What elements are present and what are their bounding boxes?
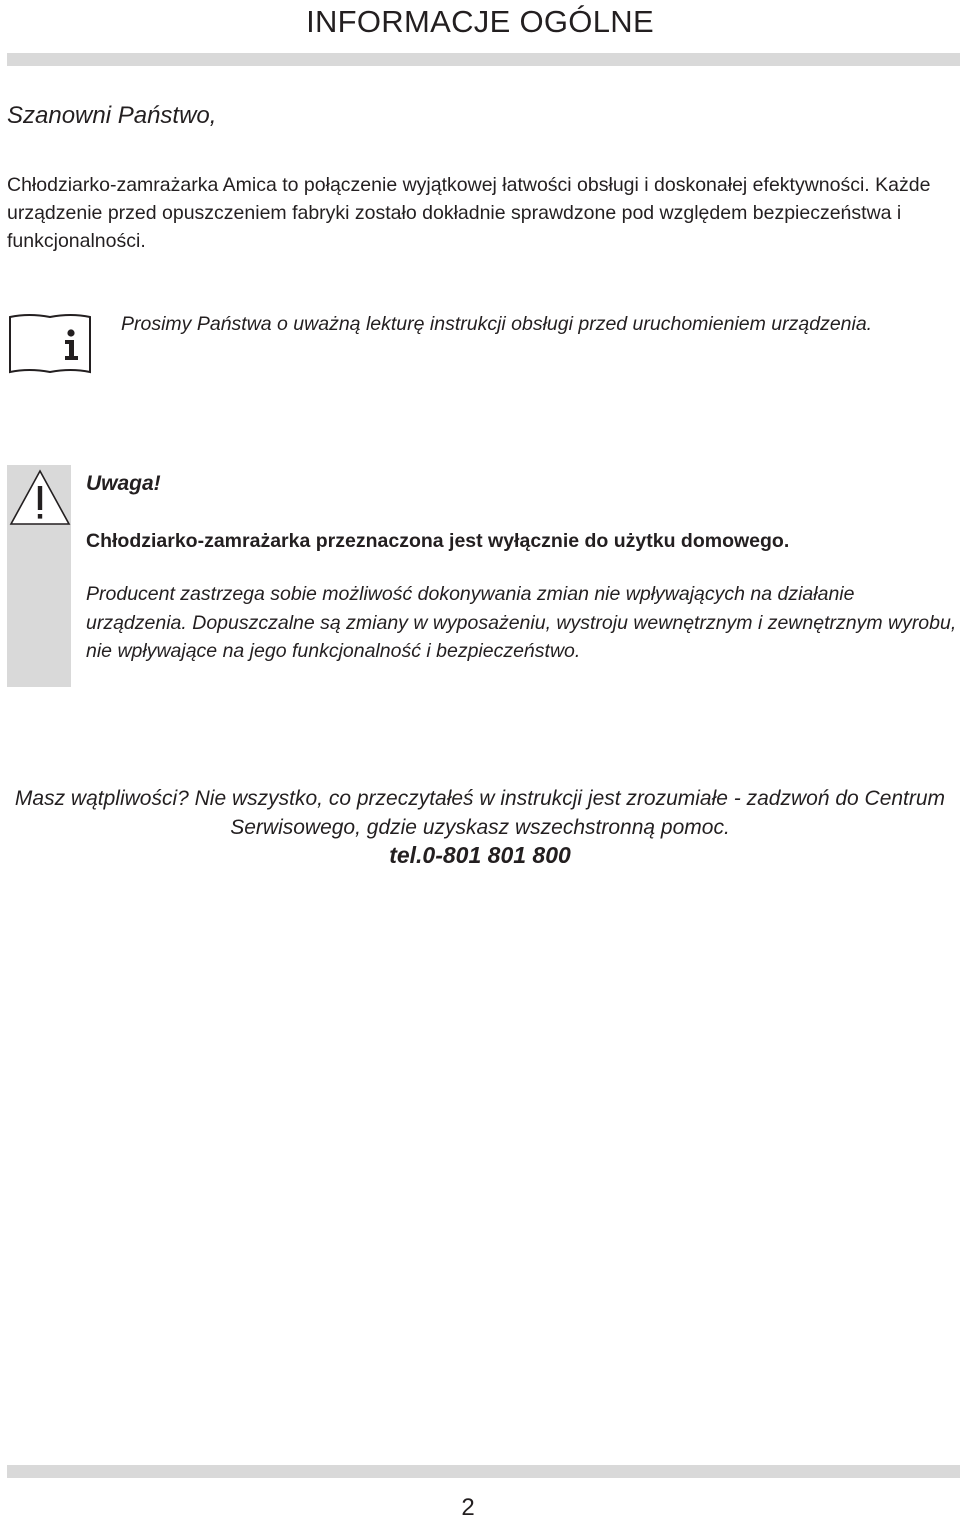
info-icon bbox=[8, 312, 92, 374]
warning-manufacturer-note: Producent zastrzega sobie możliwość dokonywania zmian nie wpływających na działanie urządzenia. Dopuszczalne są zmiany w wyposażeniu, wystroju wewnętrznym i zewnętrznym wyrobu, nie wpływające na jego funkcjonalność i bezpieczeństwo. bbox=[86, 583, 957, 662]
service-phone-number: tel.0-801 801 800 bbox=[389, 842, 571, 868]
header-divider bbox=[7, 53, 960, 66]
intro-paragraph: Chłodziarko-zamrażarka Amica to połączenie wyjątkowej łatwości obsługi i doskonałej efektywności. Każde urządzenie przed opuszczeniem fabryki zostało dokładnie sprawdzone pod względem bezpieczeństwa i funkcjonalności. bbox=[7, 174, 931, 252]
footer-divider bbox=[7, 1465, 960, 1478]
info-notice-text: Prosimy Państwa o uważną lekturę instrukcji obsługi przed uruchomieniem urządzenia. bbox=[121, 313, 873, 335]
warning-title: Uwaga! bbox=[86, 472, 161, 495]
warning-domestic-use: Chłodziarko-zamrażarka przeznaczona jest wyłącznie do użytku domowego. bbox=[86, 530, 790, 552]
service-contact-text: Masz wątpliwości? Nie wszystko, co przeczytałeś w instrukcji jest zrozumiałe - zadzwoń do Centrum Serwisowego, gdzie uzyskasz wszechstronną pomoc. bbox=[14, 787, 946, 839]
page-number: 2 bbox=[461, 1494, 475, 1521]
greeting: Szanowni Państwo, bbox=[7, 102, 217, 129]
page-title: INFORMACJE OGÓLNE bbox=[306, 4, 654, 39]
warning-icon bbox=[9, 468, 71, 526]
